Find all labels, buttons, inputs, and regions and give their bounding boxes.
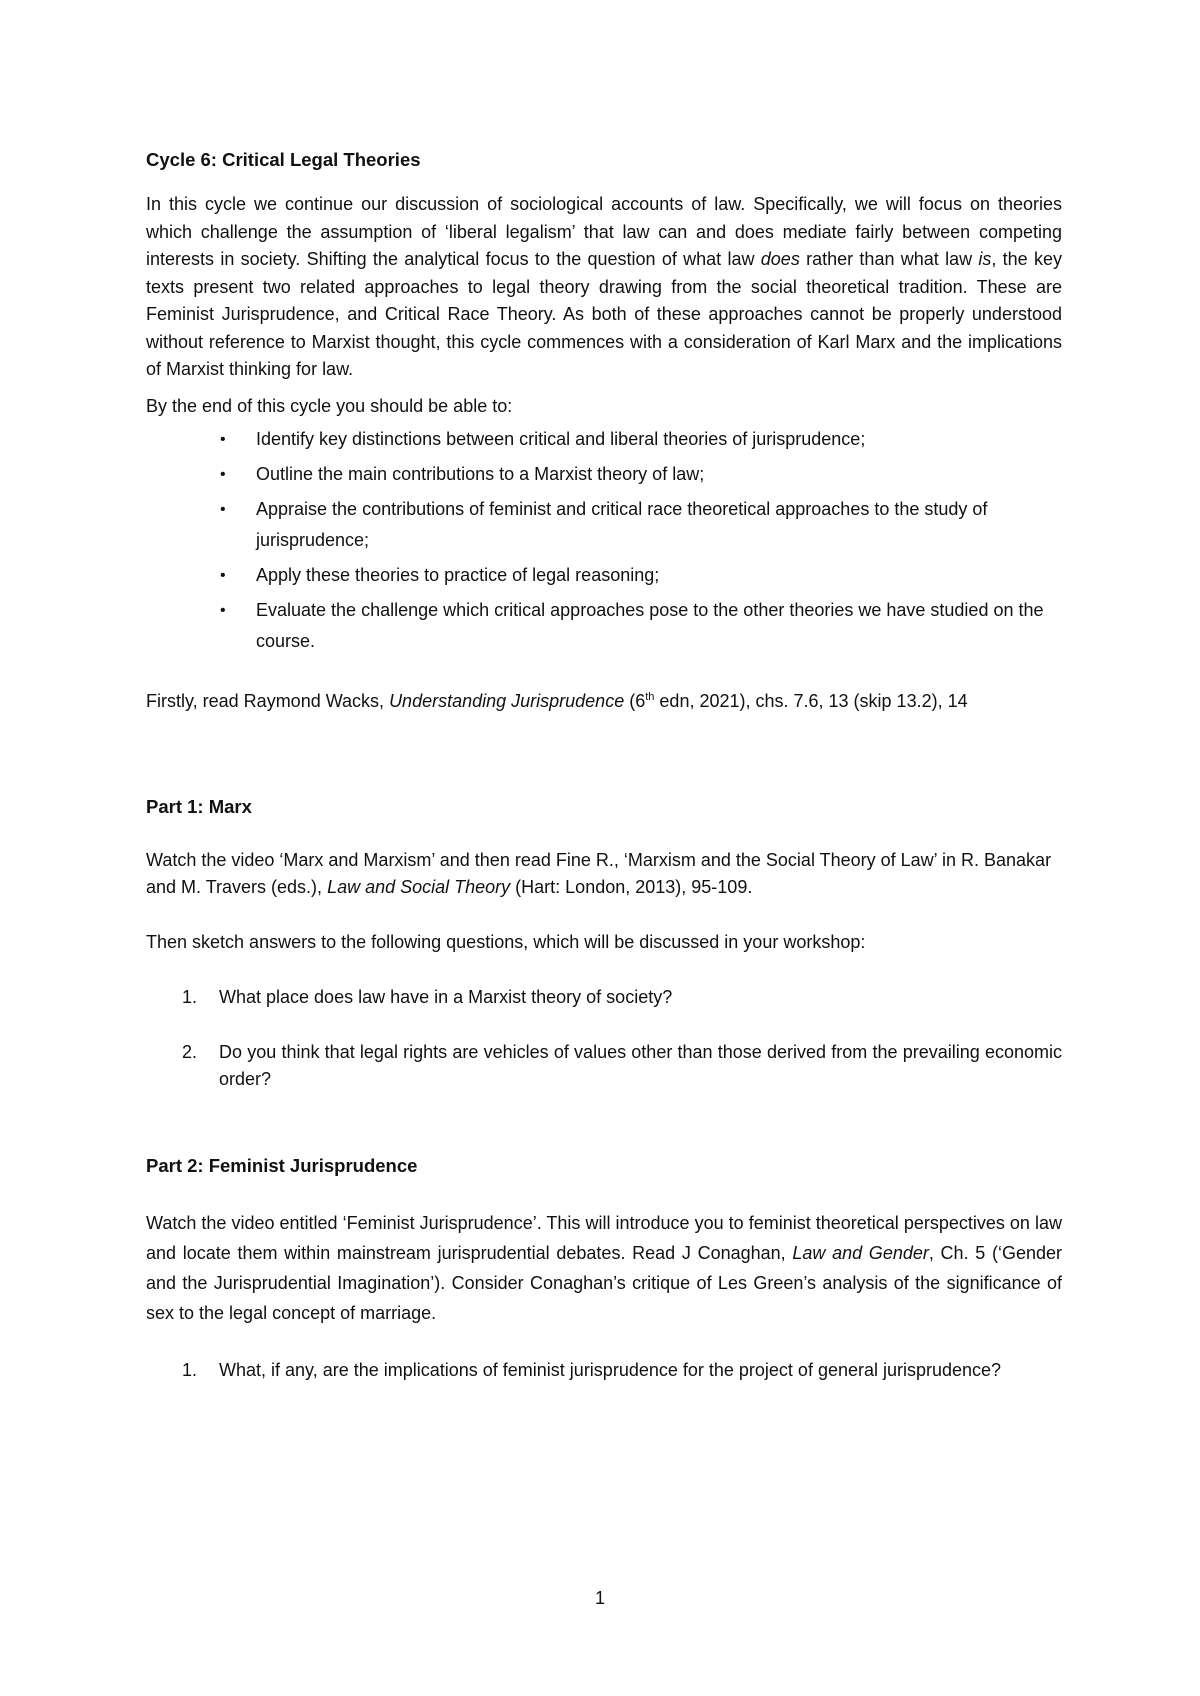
part1-text-post: (Hart: London, 2013), 95-109. (510, 877, 753, 897)
question-text: What, if any, are the implications of feminist jurisprudence for the project of general jurisprudence? (219, 1359, 1002, 1380)
objective-text: Outline the main contributions to a Marxist theory of law; (256, 464, 705, 484)
bullet-icon: • (220, 431, 226, 448)
objective-item (146, 459, 1062, 490)
part2-questions-list (146, 1355, 1062, 1385)
part2-text-pre: Watch the video entitled ‘Feminist Jurisprudence’. This will introduce you to feminist theoretical perspectives on law and locate them within mainstream jurisprudential debates. Read J Conaghan, (146, 1212, 1062, 1263)
reading-edition-superscript: th (645, 691, 655, 703)
intro-text-2: rather than what law (799, 249, 979, 269)
objective-item (146, 595, 1062, 657)
objectives-intro: By the end of this cycle you should be able to: (146, 395, 513, 416)
question-item (146, 1355, 1062, 1385)
bullet-icon: • (220, 466, 226, 483)
part2-text (146, 1208, 1062, 1328)
part1-text (146, 847, 1062, 902)
part1-book-title: Law and Social Theory (327, 877, 511, 897)
reading-assignment (146, 688, 1062, 716)
bullet-icon: • (220, 602, 226, 619)
objective-text: Identify key distinctions between critical and liberal theories of jurisprudence; (256, 429, 866, 449)
intro-emphasis-is: is (978, 249, 992, 269)
objective-text: Appraise the contributions of feminist and critical race theoretical approaches to the study of jurisprudence; (256, 499, 988, 550)
intro-text-1: In this cycle we continue our discussion of sociological accounts of law. Specifically, we will focus on theories which challenge the assumption of ‘liberal legalism’ that law can and does mediate fairly between competing interests in society. Shifting the analytical focus to the question of what law (146, 194, 1062, 269)
bullet-icon: • (220, 567, 226, 584)
part1-questions-intro: Then sketch answers to the following questions, which will be discussed in your workshop: (146, 931, 866, 952)
intro-emphasis-does: does (760, 249, 800, 269)
page-number: 1 (594, 1588, 605, 1608)
reading-book-title: Understanding Jurisprudence (389, 691, 625, 711)
intro-text-3: , the key texts present two related approaches to legal theory drawing from the social theoretical tradition. These are Feminist Jurisprudence, and Critical Race Theory. As both of these approaches cannot be properly understood without reference to Marxist thought, this cycle commences with a consideration of Karl Marx and the implications of Marxist thinking for law. (146, 249, 1062, 379)
objective-item (146, 424, 1062, 455)
objective-item (146, 560, 1062, 591)
bullet-icon: • (220, 501, 226, 518)
reading-pre: Firstly, read Raymond Wacks, (146, 691, 390, 711)
part2-book-title: Law and Gender (792, 1242, 929, 1263)
page-content (146, 146, 1062, 1385)
objective-item (146, 494, 1062, 556)
question-item (146, 1039, 1062, 1094)
question-number: 1. (182, 987, 198, 1007)
objective-text: Evaluate the challenge which critical approaches pose to the other theories we have studied on the course. (256, 600, 1044, 651)
part2-heading: Part 2: Feminist Jurisprudence (146, 1154, 418, 1176)
part2-text-post: , Ch. 5 (‘Gender and the Jurisprudential Imagination’). Consider Conaghan’s critique of Les Green’s analysis of the significance of sex to the legal concept of marriage. (146, 1242, 1063, 1323)
question-number: 2. (182, 1041, 198, 1062)
intro-paragraph (146, 191, 1062, 384)
question-item (146, 984, 1062, 1012)
question-text: Do you think that legal rights are vehicles of values other than those derived from the prevailing economic order? (219, 1041, 1062, 1089)
question-number: 1. (182, 1359, 198, 1380)
reading-mid: (6 (624, 691, 646, 711)
part1-heading: Part 1: Marx (146, 795, 252, 817)
page-title: Cycle 6: Critical Legal Theories (146, 149, 421, 170)
part1-text-pre: Watch the video ‘Marx and Marxism’ and then read Fine R., ‘Marxism and the Social Theory of Law’ in R. Banakar and M. Travers (eds.), (146, 849, 1052, 897)
part1-questions-list (146, 984, 1062, 1094)
objective-text: Apply these theories to practice of legal reasoning; (256, 565, 660, 585)
question-text: What place does law have in a Marxist theory of society? (219, 987, 673, 1007)
reading-post: edn, 2021), chs. 7.6, 13 (skip 13.2), 14 (654, 691, 968, 711)
objectives-list (146, 424, 1062, 657)
